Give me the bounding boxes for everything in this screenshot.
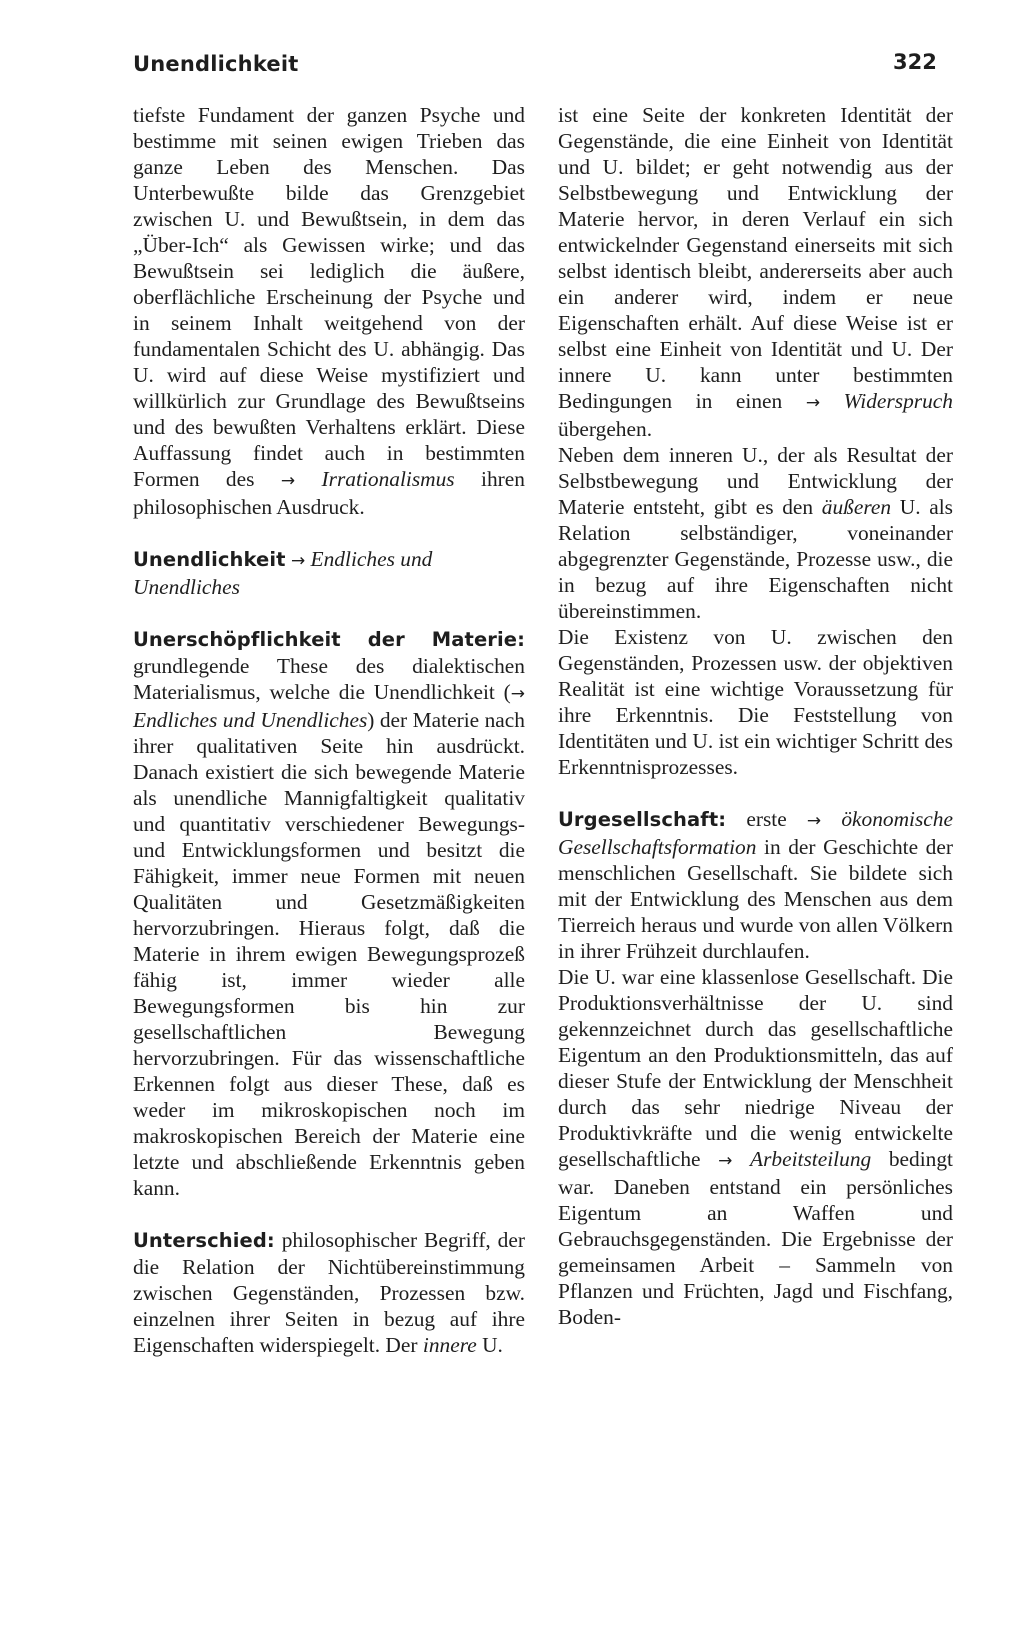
- page-number: 322: [893, 50, 937, 74]
- entry-urgesellschaft: [558, 806, 953, 964]
- headword: Urgesellschaft:: [558, 808, 727, 831]
- paragraph: [558, 964, 953, 1330]
- cross-reference: Endliches und Unendliches: [133, 547, 433, 599]
- running-head: Unendlichkeit: [133, 52, 299, 76]
- text: übergehen.: [558, 417, 653, 441]
- paragraph: [558, 102, 953, 442]
- cross-reference: Arbeitsteilung: [750, 1147, 872, 1171]
- emphasis: innere: [422, 1333, 477, 1357]
- arrow-icon: →: [718, 1151, 733, 1171]
- text: ihren philosophischen Ausdruck.: [133, 467, 525, 519]
- text: Die U. war eine klassenlose Gesellschaft. Die Produktionsverhältnisse der U. sind gekennzeichnet durch das gesellschaftliche Eigentum an den Produktionsmitteln, das auf dieser Stufe der Entwicklung der Menschheit durch das sehr niedrige Niveau der Produktivkräfte und die wenig entwickelte gesellschaftliche: [558, 965, 953, 1171]
- text: Neben dem inneren U., der als Resultat der Selbstbewegung und Entwicklung der Materie entsteht, gibt es den: [558, 443, 953, 519]
- cross-reference: Widerspruch: [843, 389, 953, 413]
- entry-unerschoepflichkeit: [133, 626, 525, 1201]
- paragraph: [558, 442, 953, 624]
- emphasis: äußeren: [821, 495, 892, 519]
- headword: Unerschöpflichkeit der Materie:: [133, 628, 525, 651]
- text: ) der Materie nach ihrer qualitativen Seite hin ausdrückt. Danach existiert die sich bewegende Materie als unendliche Mannigfaltigkeit qualitativ und quantitativ verschiedener Bewegungs- und Entwicklungsformen und besitzt die Fähigkeit, immer neue Formen mit neuen Qualitäten und Gesetzmäßigkeiten hervorzubringen. Hieraus folgt, daß die Materie in ihrem ewigen Bewegungsprozeß fähig ist, immer wieder alle Bewegungsformen bis hin zur gesellschaftlichen Bewegung hervorzubringen. Für das wissenschaftliche Erkennen folgt aus dieser These, daß es weder im mikroskopischen noch im makroskopischen Bereich der Materie eine letzte und abschließende Erkenntnis geben kann.: [133, 708, 525, 1200]
- cross-reference: ökonomische Gesellschaftsformation: [558, 807, 953, 859]
- text: erste: [746, 807, 787, 831]
- text: philosophischer Begriff, der die Relation der Nichtübereinstimmung zwischen Gegenständen, Prozessen bzw. einzelnen ihrer Seiten in bezug auf ihre Eigenschaften widerspiegelt. Der: [133, 1228, 525, 1357]
- text: bedingt war. Daneben entstand ein persönliches Eigentum an Waffen und Gebrauchsgegenständen. Die Ergebnisse der gemeinsamen Arbeit – Sammeln von Pflanzen und Früchten, Jagd und Fischfang, Boden-: [558, 1147, 953, 1329]
- arrow-icon: →: [805, 393, 821, 413]
- arrow-icon: →: [290, 551, 306, 571]
- text: U. als Relation selbständiger, voneinander abgegrenzter Gegenstände, Prozesse usw., die in bezug auf ihre Eigenschaften nicht übereinstimmen.: [558, 495, 953, 623]
- entry-unendlichkeit: [133, 546, 525, 600]
- headword: Unendlichkeit: [133, 548, 286, 571]
- text: in der Geschichte der menschlichen Gesellschaft. Sie bildete sich mit der Entwicklung des Menschen aus dem Tierreich heraus und wurde von allen Völkern in ihrer Frühzeit durchlaufen.: [558, 835, 953, 963]
- text: tiefste Fundament der ganzen Psyche und bestimme mit seinen ewigen Trieben das ganze Leben des Menschen. Das Unterbewußte bilde das Grenzgebiet zwischen U. und Bewußtsein, in dem das „Über-Ich“ als Gewissen wirke; und das Bewußtsein sei lediglich die äußere, oberflächliche Erscheinung der Psyche und in seinem Inhalt weitgehend von der fundamentalen Schicht des U. abhängig. Das U. wird auf diese Weise mystifiziert und willkürlich zur Grundlage des Bewußtseins und des bewußten Verhaltens erklärt. Diese Auffassung findet auch in bestimmten Formen des: [133, 103, 525, 491]
- text: U.: [482, 1333, 503, 1357]
- cross-reference: Irrationalismus: [321, 467, 455, 491]
- left-column: [133, 102, 525, 1358]
- cross-reference: Endliches und Unendliches: [133, 708, 368, 732]
- right-column: [558, 102, 953, 1330]
- arrow-icon: →: [280, 471, 296, 491]
- text: grundlegende These des dialektischen Materialismus, welche die Unendlichkeit (: [133, 654, 525, 704]
- paragraph: [133, 102, 525, 520]
- headword: Unterschied:: [133, 1229, 275, 1252]
- paragraph: Die Existenz von U. zwischen den Gegenständen, Prozessen usw. der objektiven Realität ist eine wichtige Voraussetzung für ihre Erkenntnis. Die Feststellung von Identitäten und U. ist ein wichtiger Schritt des Erkenntnisprozesses.: [558, 625, 953, 779]
- arrow-icon: →: [510, 684, 525, 704]
- entry-unterschied: [133, 1227, 525, 1358]
- arrow-icon: →: [806, 811, 822, 831]
- text: ist eine Seite der konkreten Identität der Gegenstände, die eine Einheit von Identität und U. bildet; er geht notwendig aus der Selbstbewegung und Entwicklung der Materie hervor, in deren Verlauf ein sich entwickelnder Gegenstand einerseits mit sich selbst identisch bleibt, andererseits aber auch ein anderer wird, indem er neue Eigenschaften erhält. Auf diese Weise ist er selbst eine Einheit von Identität und U. Der innere U. kann unter bestimmten Bedingungen in einen: [558, 103, 953, 413]
